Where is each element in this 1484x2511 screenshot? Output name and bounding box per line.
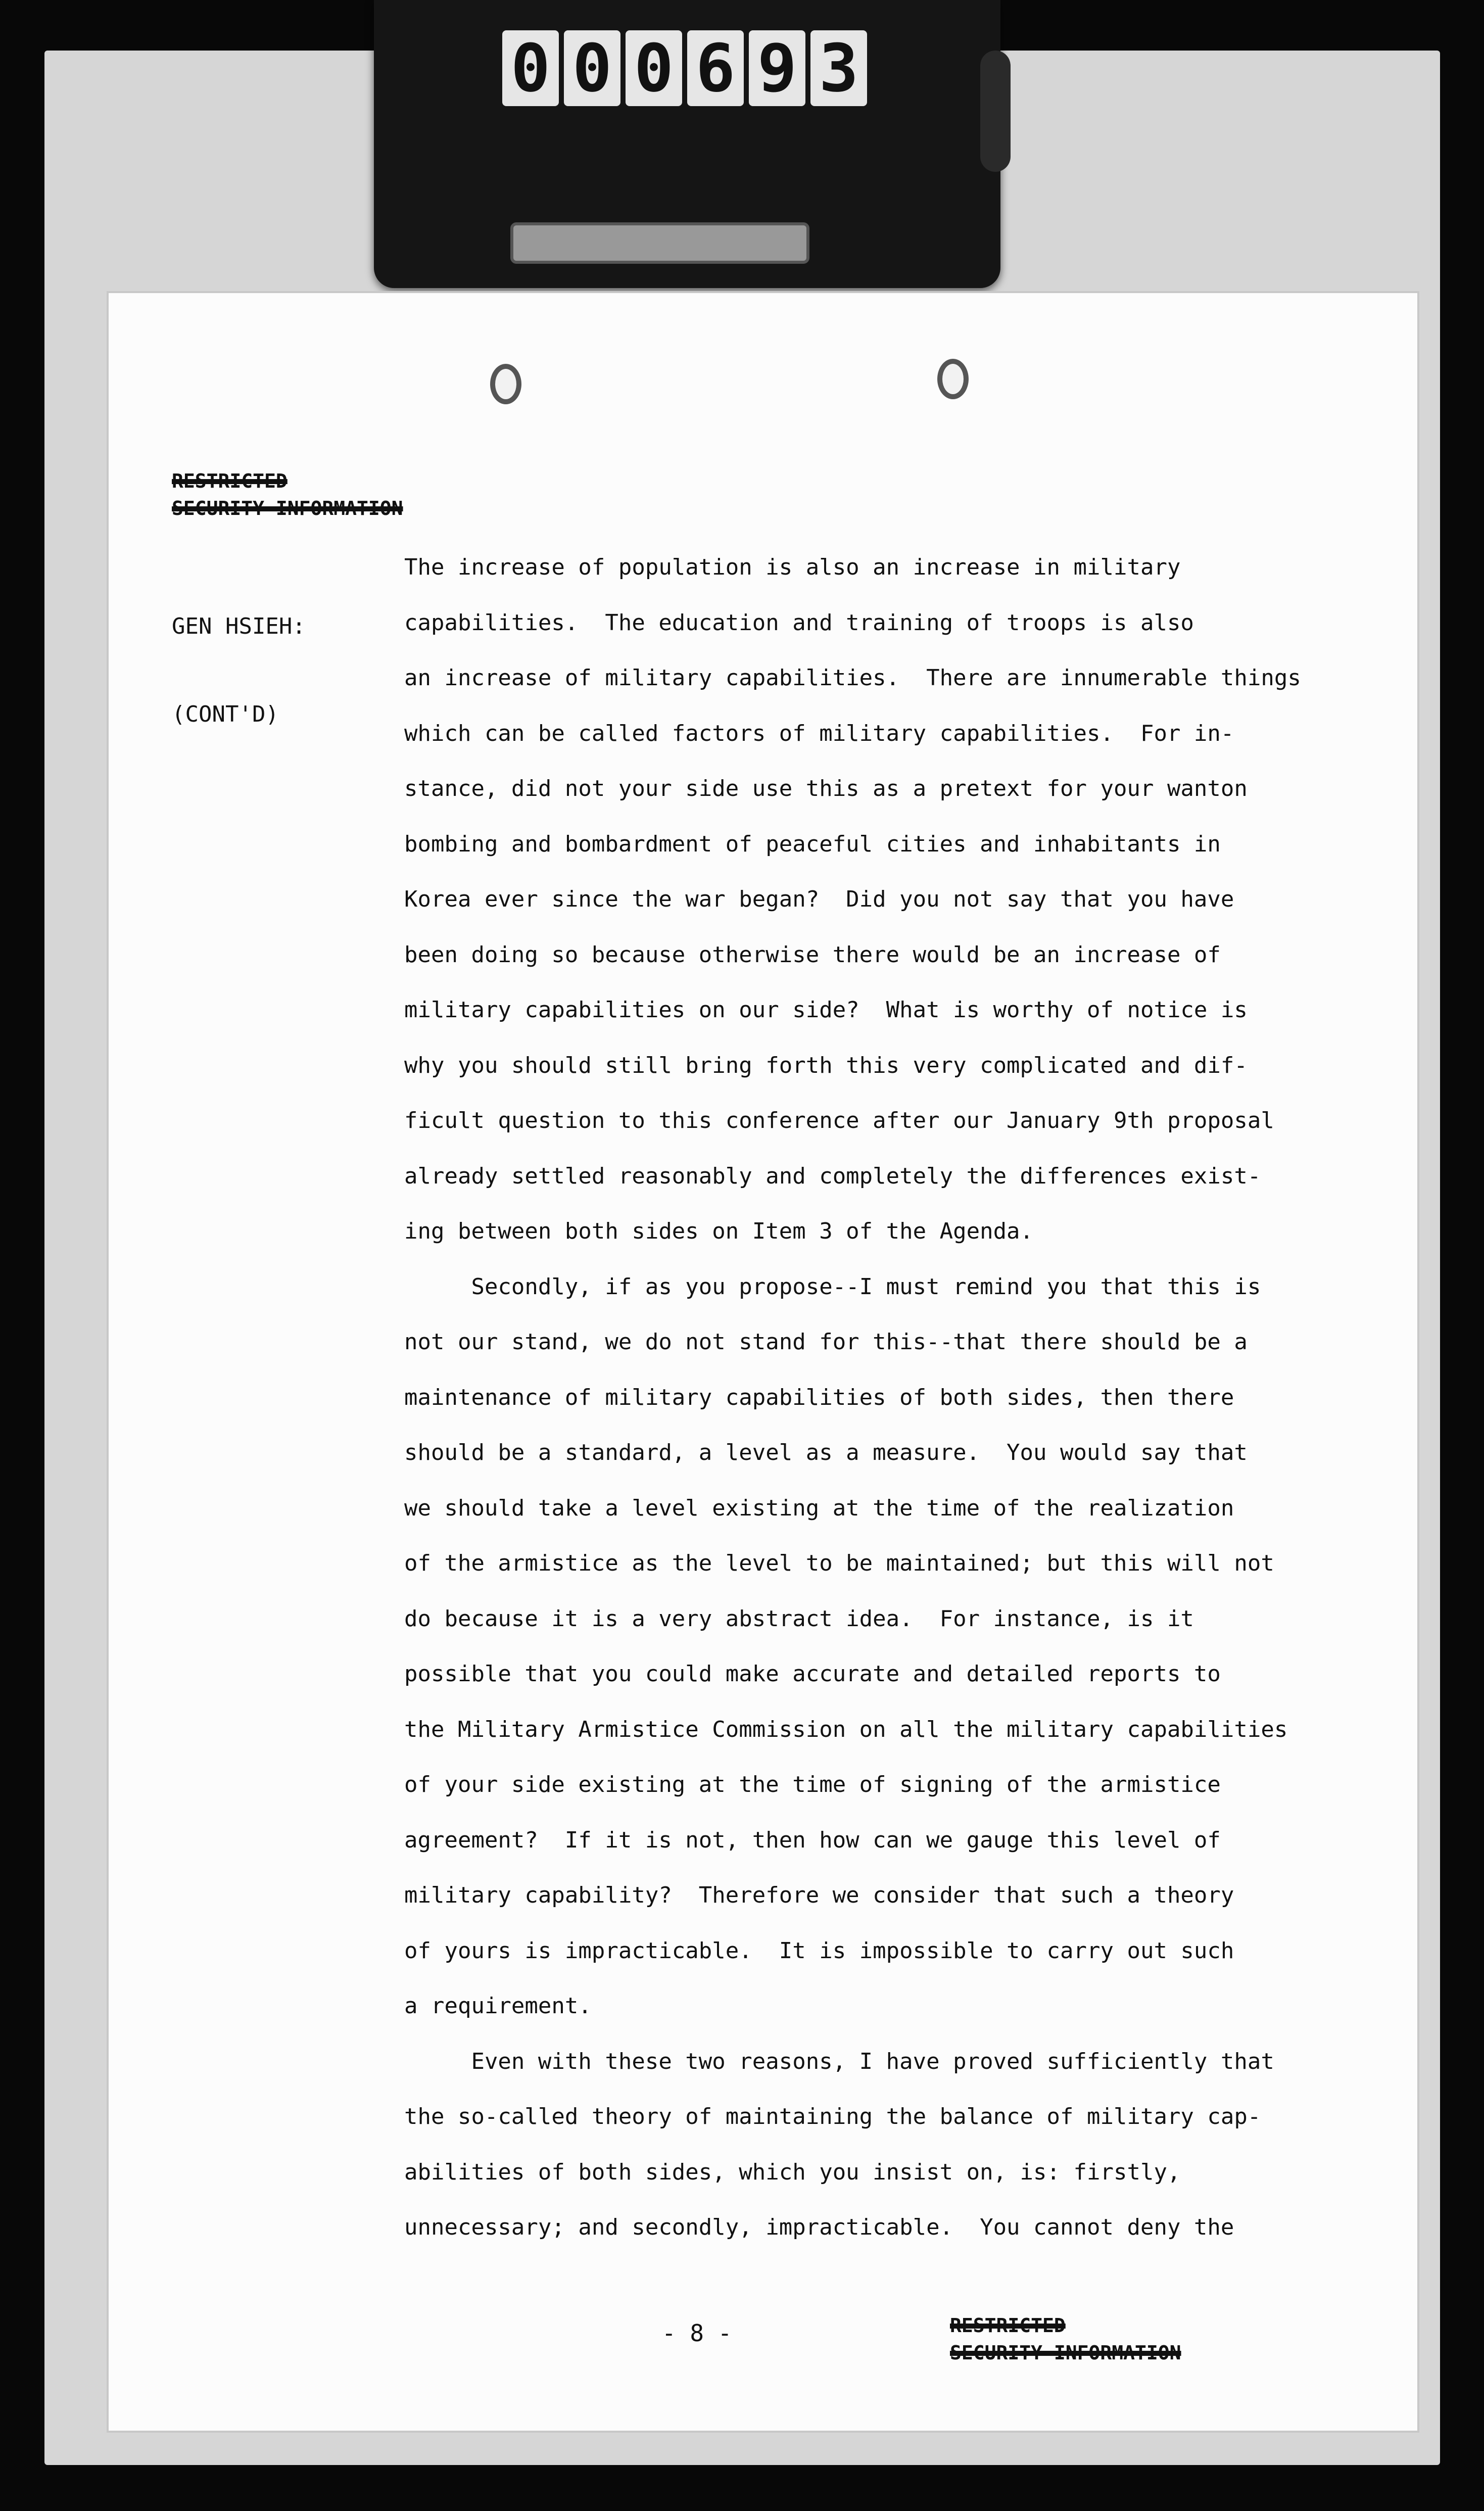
text-line: been doing so because otherwise there would be an increase of (404, 941, 1221, 968)
body-text (404, 548, 1410, 2264)
text-line: stance, did not your side use this as a pretext for your wanton (404, 776, 1248, 801)
text-line: already settled reasonably and completely the differences exist- (404, 1163, 1261, 1189)
text-line: possible that you could make accurate and detailed reports to (404, 1661, 1221, 1687)
text-line: military capability? Therefore we consider that such a theory (404, 1882, 1234, 1908)
counter-digit: 6 (687, 30, 744, 106)
text-line: a requirement. (404, 1993, 592, 2019)
counter-digit: 3 (810, 30, 867, 106)
frame-counter-digits (490, 30, 879, 106)
punch-hole-right (937, 359, 969, 399)
text-line: of yours is impracticable. It is impossible to carry out such (404, 1937, 1234, 1964)
text-line: capabilities. The education and training of troops is also (404, 609, 1194, 636)
speaker-continued: (CONT'D) (172, 701, 279, 727)
text-line: abilities of both sides, which you insist on, is: firstly, (404, 2159, 1181, 2185)
counter-digit: 0 (564, 30, 620, 106)
text-line: agreement? If it is not, then how can we gauge this level of (404, 1827, 1221, 1853)
classification-line: SECURITY INFORMATION (950, 2342, 1181, 2364)
text-line: Korea ever since the war began? Did you not say that you have (404, 886, 1234, 912)
text-line: Even with these two reasons, I have proved sufficiently that (404, 2048, 1274, 2074)
text-line: of the armistice as the level to be maintained; but this will not (404, 1550, 1274, 1576)
counter-digit: 0 (626, 30, 682, 106)
text-line: The increase of population is also an increase in military (404, 554, 1181, 580)
text-line: ing between both sides on Item 3 of the Agenda. (404, 1218, 1034, 1244)
text-line: unnecessary; and secondly, impracticable. You cannot deny the (404, 2214, 1234, 2240)
counter-digit: 9 (749, 30, 805, 106)
text-line: bombing and bombardment of peaceful cities and inhabitants in (404, 831, 1221, 857)
text-line: an increase of military capabilities. There are innumerable things (404, 665, 1301, 691)
text-line: why you should still bring forth this very complicated and dif- (404, 1052, 1248, 1078)
classification-line: SECURITY INFORMATION (172, 497, 403, 519)
text-line: we should take a level existing at the time of the realization (404, 1495, 1234, 1521)
speaker-label (172, 553, 306, 788)
page-number: - 8 - (662, 2319, 732, 2347)
classification-marking-top (172, 467, 403, 522)
text-line: the so-called theory of maintaining the balance of military cap- (404, 2104, 1261, 2129)
document-page (109, 293, 1417, 2431)
counter-slot (510, 222, 809, 264)
text-line: should be a standard, a level as a measure. You would say that (404, 1440, 1248, 1465)
counter-digit: 0 (502, 30, 559, 106)
text-line: not our stand, we do not stand for this--that there should be a (404, 1329, 1248, 1355)
text-line: of your side existing at the time of signing of the armistice (404, 1772, 1221, 1797)
classification-line: RESTRICTED (172, 470, 288, 492)
text-line: the Military Armistice Commission on all the military capabilities (404, 1716, 1288, 1742)
counter-knob (980, 51, 1011, 172)
text-line: Secondly, if as you propose--I must remind you that this is (404, 1273, 1261, 1300)
text-line: maintenance of military capabilities of both sides, then there (404, 1384, 1234, 1410)
punch-hole-left (490, 364, 521, 404)
classification-marking-bottom (950, 2312, 1181, 2366)
text-line: ficult question to this conference after our January 9th proposal (404, 1108, 1274, 1133)
text-line: which can be called factors of military capabilities. For in- (404, 720, 1234, 746)
text-line: do because it is a very abstract idea. For instance, is it (404, 1605, 1194, 1632)
text-line: military capabilities on our side? What is worthy of notice is (404, 997, 1248, 1023)
frame-counter-device (374, 0, 1000, 288)
speaker-name: GEN HSIEH: (172, 613, 306, 639)
classification-line: RESTRICTED (950, 2314, 1066, 2337)
